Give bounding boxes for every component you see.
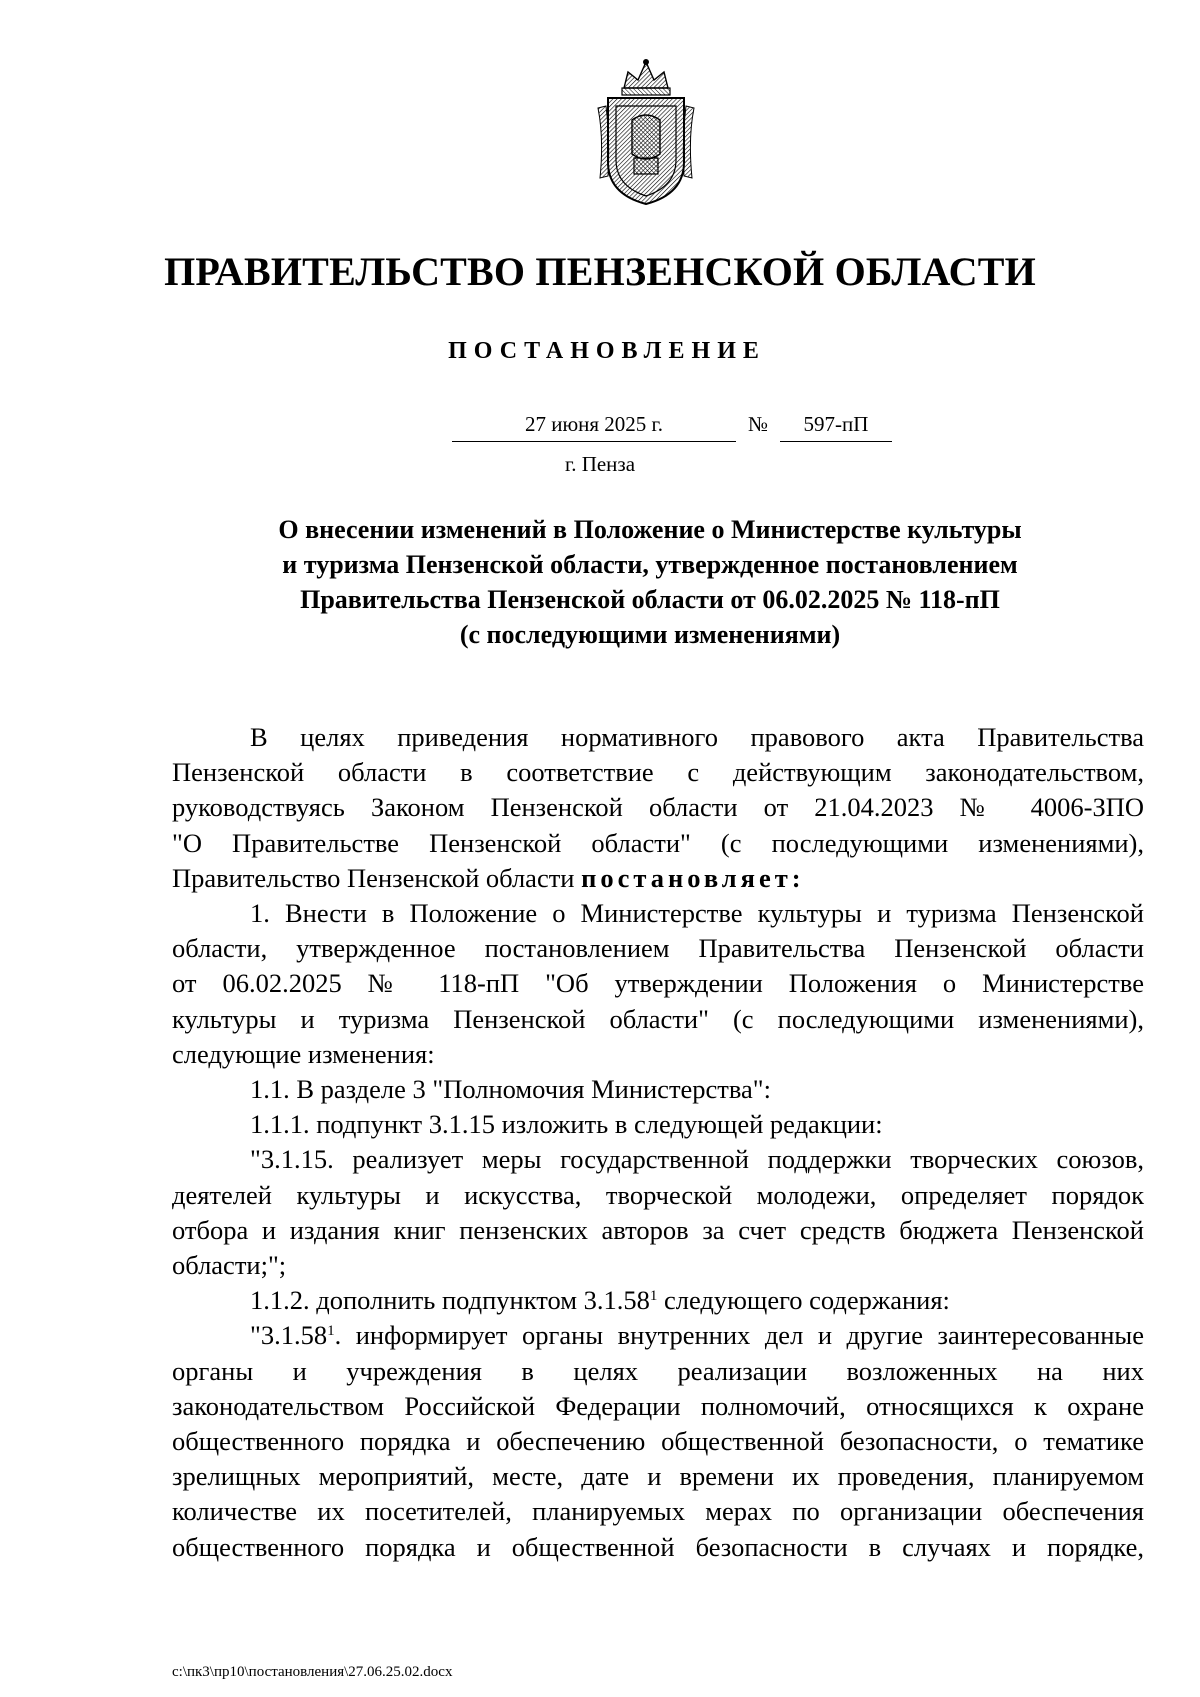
body-line: [172, 861, 1144, 896]
body-line: "3.1.15. реализует меры государственной поддержки творческих союзов,: [250, 1144, 1144, 1175]
organization-title: ПРАВИТЕЛЬСТВО ПЕНЗЕНСКОЙ ОБЛАСТИ: [164, 249, 1036, 294]
body-line: 1. Внести в Положение о Министерстве культуры и туризма Пензенской: [250, 898, 1144, 929]
body-line: деятелей культуры и искусства, творческой молодежи, определяет порядок: [172, 1179, 1144, 1210]
number-sign: №: [748, 412, 769, 436]
body-line: 1.1.1. подпункт 3.1.15 изложить в следующей редакции:: [250, 1109, 883, 1140]
body-line: общественного порядка и обеспечению общественной безопасности, о тематике: [172, 1426, 1144, 1457]
body-word: и: [292, 1355, 307, 1386]
body-line: следующие изменения:: [172, 1038, 435, 1069]
resolution-verb: постановляет:: [581, 862, 805, 893]
body-word: них: [1102, 1355, 1144, 1386]
body-line: [172, 1283, 1144, 1318]
body-line: 1.1. В разделе 3 "Полномочия Министерства":: [250, 1074, 771, 1105]
body-line: "О Правительстве Пензенской области" (с последующими изменениями),: [172, 827, 1144, 858]
body-word: возложенных: [846, 1355, 998, 1386]
subject-line: и туризма Пензенской области, утвержденное постановлением: [282, 550, 1018, 579]
subject-line: Правительства Пензенской области от 06.02.2025 № 118-пП: [300, 585, 1000, 614]
body-text: следующего содержания:: [657, 1285, 950, 1316]
body-word: органы: [172, 1355, 254, 1386]
document-body: [172, 720, 1144, 1565]
body-text: 1.1.2. дополнить подпунктом 3.1.58: [250, 1285, 650, 1316]
body-word: на: [1036, 1355, 1063, 1386]
document-date: 27 июня 2025 г.: [452, 412, 736, 442]
subject-line: О внесении изменений в Положение о Министерстве культуры: [278, 515, 1022, 544]
body-line: зрелищных мероприятий, месте, дате и времени их проведения, планируемом: [172, 1461, 1144, 1492]
body-line: Пензенской области в соответствие с действующим законодательством,: [172, 757, 1144, 788]
body-text: . информирует органы внутренних дел и другие заинтересованные: [334, 1320, 1144, 1351]
body-text: "3.1.58: [250, 1320, 328, 1351]
body-line: области, утвержденное постановлением Правительства Пензенской области: [172, 933, 1144, 964]
body-word: в: [521, 1355, 534, 1386]
body-line: законодательством Российской Федерации полномочий, относящихся к охране: [172, 1390, 1144, 1421]
coat-of-arms-emblem: [594, 58, 698, 208]
superscript: 1: [649, 1288, 658, 1305]
document-number: 597-пП: [780, 412, 892, 442]
body-line: отбора и издания книг пензенских авторов за счет средств бюджета Пензенской: [172, 1214, 1144, 1245]
document-type: ПОСТАНОВЛЕНИЕ: [448, 338, 766, 364]
document-city: г. Пенза: [564, 452, 636, 476]
superscript: 1: [327, 1323, 335, 1340]
body-word: реализации: [677, 1355, 807, 1386]
body-line: области;";: [172, 1250, 287, 1281]
document-subject: [200, 512, 1100, 652]
body-line: количестве их посетителей, планируемых мерах по организации обеспечения: [172, 1496, 1144, 1527]
body-text: Правительство Пензенской области: [172, 862, 575, 893]
body-line: общественного порядка и общественной безопасности в случаях и порядке,: [172, 1531, 1144, 1562]
body-word: целях: [573, 1355, 639, 1386]
subject-line: (с последующими изменениями): [459, 620, 841, 649]
body-line: руководствуясь Законом Пензенской области от 21.04.2023 № 4006-ЗПО: [172, 792, 1144, 823]
file-path-footer: c:\пк3\пр10\постановления\27.06.25.02.docx: [172, 1664, 453, 1680]
body-line-spread: [172, 1354, 1144, 1389]
body-line: культуры и туризма Пензенской области" (с последующими изменениями),: [172, 1003, 1144, 1034]
body-line: от 06.02.2025 № 118-пП "Об утверждении Положения о Министерстве: [172, 968, 1144, 999]
body-line: В целях приведения нормативного правового акта Правительства: [250, 722, 1144, 752]
body-line: [172, 1318, 1144, 1353]
body-word: учреждения: [346, 1355, 482, 1386]
